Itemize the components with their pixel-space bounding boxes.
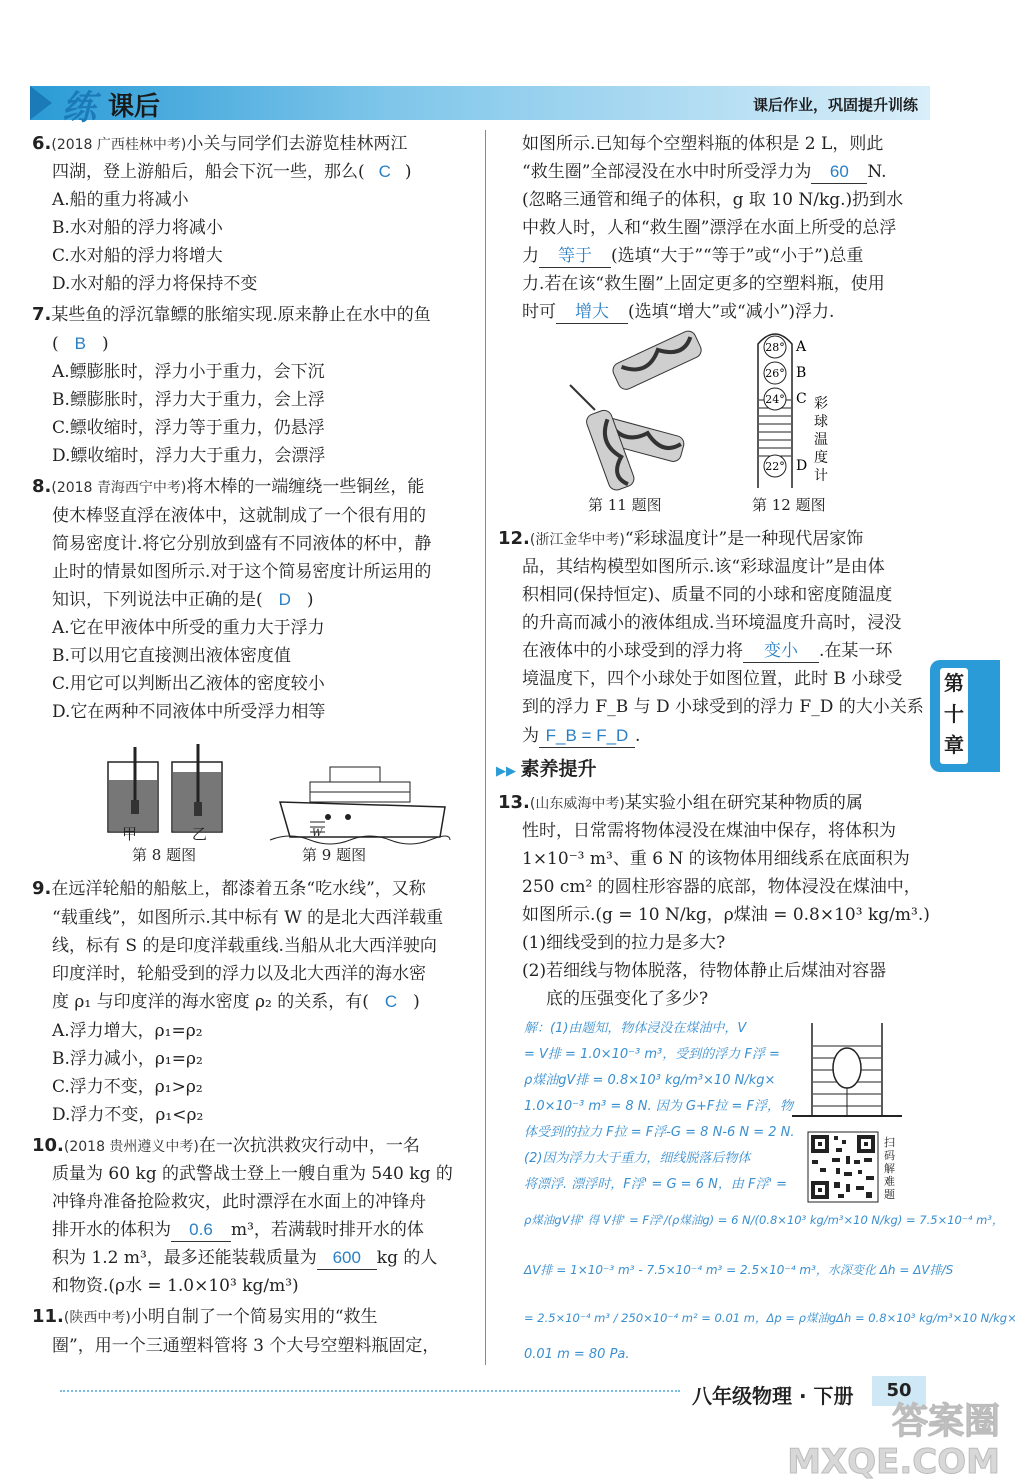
header-lian: 练 (62, 88, 96, 128)
ball-label-b: B (796, 365, 807, 381)
q10-line1: 10.(2018 贵州遵义中考)在一次抗洪救灾行动中，一名 (32, 1135, 420, 1156)
fig11-bottles (560, 355, 700, 490)
q11-cont-line3: (忽略三通管和绳子的体积，g 取 10 N/kg.)扔到水 (522, 190, 904, 210)
q12-line1: 12.(浙江金华中考)“彩球温度计”是一种现代居家饰 (498, 528, 864, 549)
ball-label-c: C (796, 391, 807, 407)
q12-line6: 境温度下，四个小球处于如图位置，此时 B 小球受 (522, 669, 903, 689)
q13-line2: 性时，日常需将物体浸没在煤油中保存，将体积为 (522, 821, 896, 841)
q8-option-b: B.可以用它直接测出液体密度值 (52, 646, 291, 666)
q7-line1: 7.某些鱼的浮沉靠鳔的胀缩实现.原来静止在水中的鱼 (32, 304, 431, 325)
q10-line6: 和物资.(ρ水 = 1.0×10³ kg/m³) (52, 1276, 299, 1296)
q6-option-a: A.船的重力将减小 (52, 190, 189, 210)
q7-line2: ( B ) (52, 334, 109, 354)
chapter-tab-label: 第 十 章 (940, 668, 968, 764)
q13-sub2-cont: 底的压强变化了多少? (546, 989, 709, 1009)
header-subtitle: 课后作业，巩固提升训练 (752, 96, 918, 114)
q7-option-c: C.鳔收缩时，浮力等于重力，仍悬浮 (52, 418, 325, 438)
q13-sub1: (1)细线受到的拉力是多大? (522, 933, 726, 953)
q10-blank1: 0.6 (171, 1219, 231, 1242)
q7-option-a: A.鳔膨胀时，浮力小于重力，会下沉 (52, 362, 325, 382)
q11-line1: 11.(陕西中考)小明自制了一个简易实用的“救生 (32, 1306, 378, 1327)
q12-blank1: 变小 (743, 640, 819, 663)
sol-line6: (2)因为浮力大于重力，细线脱落后物体 (524, 1151, 751, 1166)
q13-line3: 1×10⁻³ m³、重 6 N 的该物体用细线系在底面积为 (522, 849, 910, 869)
q10-line3: 冲锋舟准备抢险救灾，此时漂浮在水面上的冲锋舟 (52, 1192, 426, 1212)
q11-cont-line6: 力.若在该“救生圈”上固定更多的空塑料瓶，使用 (522, 274, 885, 294)
ball-label-a: A (796, 339, 807, 355)
q9-line5: 度 ρ₁ 与印度洋的海水密度 ρ₂ 的关系，有( C ) (52, 992, 420, 1012)
fig8-beakers (100, 742, 230, 842)
q13-line4: 250 cm² 的圆柱形容器的底部，物体浸没在煤油中， (522, 877, 921, 897)
q7-option-d: D.鳔收缩时，浮力大于重力，会漂浮 (52, 446, 326, 466)
q9-line1: 9.在远洋轮船的船舷上，都漆着五条“吃水线”，又称 (32, 878, 426, 899)
thermo-char-3: 温 (814, 432, 828, 448)
q12-line7: 到的浮力 F_B 与 D 小球受到的浮力 F_D 的大小关系 (522, 697, 924, 717)
sol-line10: = 2.5×10⁻⁴ m³ / 250×10⁻⁴ m² = 0.01 m，Δp = ρ煤油gΔh = 0.8×10³ kg/m³×10 N/kg× (524, 1311, 1017, 1325)
q7-option-b: B.鳔膨胀时，浮力大于重力，会上浮 (52, 390, 325, 410)
footer-dotted-line (60, 1390, 680, 1394)
ball-label-d: D (796, 458, 808, 474)
q9-option-a: A.浮力增大，ρ₁=ρ₂ (52, 1021, 203, 1041)
q13-line1: 13.(山东威海中考)某实验小组在研究某种物质的属 (498, 792, 863, 813)
q11-cont-line2: “救生圈”全部浸没在水中时所受浮力为 60 N. (522, 162, 887, 182)
q10-line2: 质量为 60 kg 的武警战士登上一艘自重为 540 kg 的 (52, 1164, 453, 1184)
thermo-char-2: 球 (814, 414, 828, 430)
qr-caption: 扫 码 解 难 题 (884, 1136, 895, 1201)
header-title: 课后 (108, 92, 161, 122)
q10-blank2: 600 (317, 1247, 377, 1270)
q11-cont-line5: 力 等于 (选填“大于”“等于”或“小于”)总重 (522, 246, 864, 266)
q12-line8: 为 F_B = F_D . (522, 726, 641, 746)
fig11-caption: 第 11 题图 (588, 496, 662, 514)
q8-line4: 止时的情景如图所示.对于这个简易密度计所运用的 (52, 562, 432, 582)
footer-grade: 八年级物理 · 下册 (692, 1384, 854, 1408)
q8-line2: 使木棒竖直浮在液体中，这就制成了一个很有用的 (52, 506, 426, 526)
sol-line7: 将漂浮. 漂浮时，F浮' = G = 6 N，由 F浮' = (524, 1177, 788, 1192)
q8-line1: 8.(2018 青海西宁中考)将木棒的一端缠绕一些铜丝，能 (32, 476, 425, 497)
q12-line5: 在液体中的小球受到的浮力将 变小 .在某一环 (522, 641, 893, 661)
q9-option-c: C.浮力不变，ρ₁>ρ₂ (52, 1077, 203, 1097)
sol-line5: 体受到的拉力 F拉 = F浮-G = 8 N-6 N = 2 N. (524, 1125, 795, 1140)
watermark-logo (787, 1395, 1000, 1480)
q8-option-d: D.它在两种不同液体中所受浮力相等 (52, 702, 326, 722)
q9-line3: 线，标有 S 的是印度洋载重线.当船从北大西洋驶向 (52, 936, 437, 956)
section-heading: ▶▶ 素养提升 (496, 758, 597, 780)
q10-line5: 积为 1.2 m³，最多还能装载质量为 600 kg 的人 (52, 1248, 438, 1268)
q6-answer: C (378, 162, 391, 181)
q6-option-b: B.水对船的浮力将减小 (52, 218, 223, 238)
header-arrow-icon (30, 86, 52, 120)
ball-28: 28° (765, 341, 785, 354)
q11-cont-line7: 时可 增大 (选填“增大”或“减小”)浮力. (522, 302, 835, 322)
q13-sub2: (2)若细线与物体脱落，待物体静止后煤油对容器 (522, 961, 887, 981)
q12-line4: 的升高而减小的液体组成.当环境温度升高时，浸没 (522, 613, 902, 633)
thermo-char-1: 彩 (814, 396, 828, 412)
q13-container-figure (792, 1018, 902, 1124)
thermo-char-4: 度 (814, 450, 828, 466)
ball-26: 26° (765, 367, 785, 380)
q6-line2: 四湖，登上游船后，船会下沉一些，那么( C ) (52, 162, 412, 182)
q10-line4: 排开水的体积为 0.6 m³，若满载时排开水的体 (52, 1220, 424, 1240)
q11-blank1: 60 (811, 161, 867, 184)
q11-blank3: 增大 (556, 301, 628, 324)
q11-blank2: 等于 (539, 245, 611, 268)
sol-line2: = V排 = 1.0×10⁻³ m³，受到的浮力 F浮 = (524, 1047, 780, 1062)
fig12-caption: 第 12 题图 (752, 496, 826, 514)
q9-line4: 印度洋时，轮船受到的浮力以及北大西洋的海水密 (52, 964, 426, 984)
q12-line2: 品，其结构模型如图所示.该“彩球温度计”是由体 (522, 557, 885, 577)
watermark-bottom: MXQE.COM (787, 1442, 1000, 1480)
q13-line5: 如图所示.(g = 10 N/kg，ρ煤油 = 0.8×10³ kg/m³.) (522, 905, 930, 925)
q9-option-d: D.浮力不变，ρ₁<ρ₂ (52, 1105, 204, 1125)
q6-line1: 6.(2018 广西桂林中考)小关与同学们去游览桂林两江 (32, 133, 408, 154)
sol-line11: 0.01 m = 80 Pa. (524, 1347, 630, 1362)
ball-22: 22° (765, 460, 785, 473)
ball-24: 24° (765, 393, 785, 406)
fig12-thermometer (742, 330, 842, 490)
q8-option-a: A.它在甲液体中所受的重力大于浮力 (52, 618, 325, 638)
q8-answer: D (278, 590, 291, 609)
sol-line4: 1.0×10⁻³ m³ = 8 N. 因为 G+F拉 = F浮，物 (524, 1099, 793, 1114)
q11-line2: 圈”，用一个三通塑料管将 3 个大号空塑料瓶固定， (52, 1336, 440, 1356)
section-arrow-icon: ▶▶ (496, 764, 521, 779)
q11-cont-line1: 如图所示.已知每个空塑料瓶的体积是 2 L，则此 (522, 134, 884, 154)
fig9-w-label: W (312, 828, 323, 839)
sol-line9: ΔV排 = 1×10⁻³ m³ - 7.5×10⁻⁴ m³ = 2.5×10⁻⁴ m³，水深变化 Δh = ΔV排/S (524, 1263, 954, 1277)
sol-line3: ρ煤油gV排 = 0.8×10³ kg/m³×10 N/kg× (524, 1073, 776, 1088)
fig9-caption: 第 9 题图 (302, 846, 367, 864)
fig8-label-yi: 乙 (192, 825, 208, 843)
fig8-label-jia: 甲 (122, 825, 138, 843)
q7-answer: B (74, 334, 86, 353)
q12-blank2: F_B = F_D (539, 725, 635, 748)
watermark-top: 答案圈 (891, 1401, 1000, 1442)
q6-option-c: C.水对船的浮力将增大 (52, 246, 223, 266)
q9-option-b: B.浮力减小，ρ₁=ρ₂ (52, 1049, 203, 1069)
q11-cont-line4: 中救人时，人和“救生圈”漂浮在水面上所受的总浮 (522, 218, 897, 238)
page-number: 50 (872, 1376, 926, 1406)
q8-line3: 简易密度计.将它分别放到盛有不同液体的杯中，静 (52, 534, 432, 554)
column-divider (485, 130, 486, 1365)
fig8-caption: 第 8 题图 (132, 846, 197, 864)
page-header (0, 80, 1000, 128)
q12-line3: 积相同(保持恒定)、质量不同的小球和密度随温度 (522, 585, 893, 605)
fig9-ship (270, 752, 450, 844)
q6-option-d: D.水对船的浮力将保持不变 (52, 274, 258, 294)
q9-line2: “载重线”，如图所示.其中标有 W 的是北大西洋载重 (52, 908, 444, 928)
q9-answer: C (384, 992, 398, 1011)
sol-line8: ρ煤油gV排' 得 V排' = F浮'/(ρ煤油g) = 6 N/(0.8×10³ kg/m³×10 N/kg) = 7.5×10⁻⁴ m³， (524, 1213, 1004, 1227)
q8-option-c: C.用它可以判断出乙液体的密度较小 (52, 674, 325, 694)
q8-line5: 知识，下列说法中正确的是( D ) (52, 590, 314, 610)
thermo-char-5: 计 (814, 468, 828, 484)
qr-code[interactable] (808, 1132, 878, 1202)
sol-line1: 解：(1)由题知，物体浸没在煤油中，V (524, 1021, 747, 1036)
